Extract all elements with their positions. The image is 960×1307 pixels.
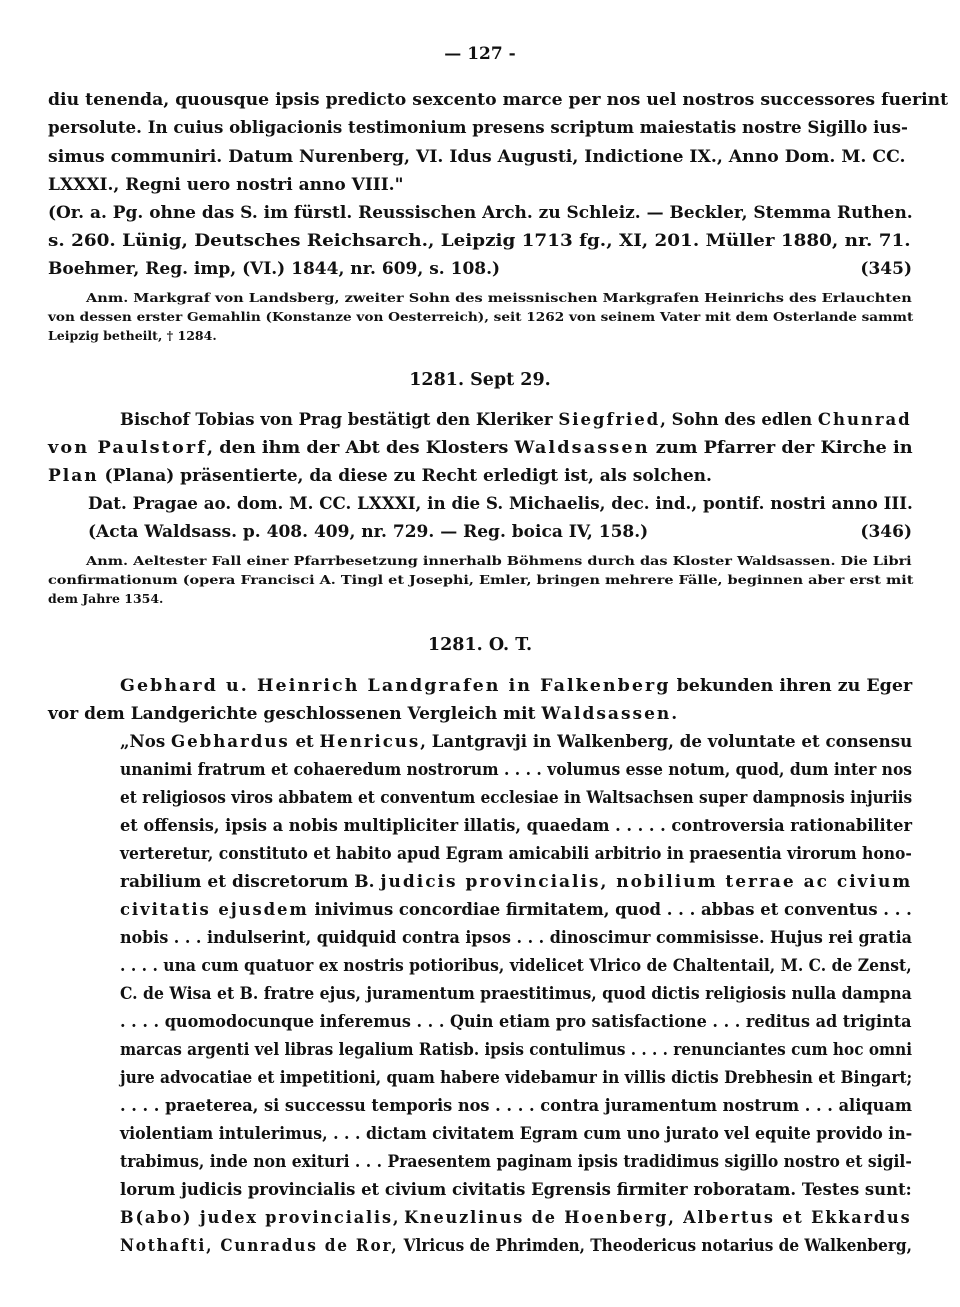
doc347-text-line-3: et religiosos viros abbatem et conventum ecclesiae in Waltsachsen super dampnosis injuriis (120, 788, 913, 808)
doc345-note-line-2: von dessen erster Gemahlin (Konstanze von Oesterreich), seit 1262 von seinem Vater mit dem Osterlande sammt (48, 309, 914, 324)
doc347-text-line-18: B(abo) judex provincialis, Kneuzlinus de Hoenberg, Albertus et Ekkardus (120, 1208, 912, 1228)
doc346-number: (346) (860, 522, 912, 542)
doc345-line-2: persolute. In cuius obligacionis testimonium presens scriptum maiestatis nostre Sigillo ius- (48, 118, 908, 138)
doc345-source-line-3: Boehmer, Reg. imp, (VI.) 1844, nr. 609, s. 108.) (48, 259, 501, 279)
doc345-note-line-3: Leipzig betheilt, † 1284. (48, 328, 217, 343)
place-name-waldsassen: Waldsassen (514, 438, 650, 458)
doc346-regest-line-3: Plan (Plana) präsentierte, da diese zu Recht erledigt ist, als solchen. (48, 466, 712, 486)
place-name-plan: Plan (48, 466, 99, 486)
doc347-text-line-19: Nothafti, Cunradus de Ror, Vlricus de Phrimden, Theodericus notarius de Walkenberg, (120, 1236, 912, 1256)
person-name-gebhardus: Gebhardus (170, 732, 290, 752)
doc347-text-line-17: lorum judicis provincialis et civium civitatis Egrensis firmiter roboratam. Testes sunt: (120, 1180, 912, 1200)
doc347-text-line-13: jure advocatiae et impetitioni, quam habere videbamur in villis dictis Drebhesin et Bingart; (120, 1068, 913, 1088)
person-name-chunrad: Chunrad (817, 410, 912, 430)
doc345-number: (345) (860, 259, 912, 279)
person-names-landgraves: Gebhard u. Heinrich Landgrafen in Falkenberg (120, 676, 671, 696)
page-number: — 127 - (444, 44, 516, 64)
doc345-line-3: simus communiri. Datum Nurenberg, VI. Idus Augusti, Indictione IX., Anno Dom. M. CC. (48, 147, 906, 167)
doc345-note-line-1: Anm. Markgraf von Landsberg, zweiter Sohn des meissnischen Markgrafen Heinrichs des Erlauchten (86, 290, 912, 305)
doc346-source-line: (Acta Waldsass. p. 408. 409, nr. 729. — Reg. boica IV, 158.) (88, 522, 649, 542)
doc347-text-line-6: rabilium et discretorum B. judicis provincialis, nobilium terrae ac civium (120, 872, 913, 892)
doc347-text-line-1: „Nos Gebhardus et Henricus, Lantgravji in Walkenberg, de voluntate et consensu (120, 732, 913, 752)
doc347-text-line-2: unanimi fratrum et cohaeredum nostrorum . . . . volumus esse notum, quod, dum inter nos (120, 760, 913, 780)
doc346-regest-line-1: Bischof Tobias von Prag bestätigt den Kleriker Siegfried, Sohn des edlen Chunrad (120, 410, 912, 430)
spaced-phrase: civitatis ejusdem (120, 900, 309, 920)
doc347-text-line-15: violentiam intulerimus, . . . dictam civitatem Egram cum uno jurato vel equite provido in- (120, 1124, 913, 1144)
doc346-dating-line: Dat. Pragae ao. dom. M. CC. LXXXI, in die S. Michaelis, dec. ind., pontif. nostri anno III. (88, 494, 913, 514)
doc347-date-heading: 1281. O. T. (427, 635, 533, 655)
doc347-text-line-5: verteretur, constituto et habito apud Egram amicabili arbitrio in praesentia virorum hono- (120, 844, 912, 864)
doc347-text-line-14: . . . . praeterea, si successu temporis nos . . . . contra juramentum nostrum . . . aliquam (120, 1096, 913, 1116)
doc347-text-line-11: . . . . quomodocunque inferemus . . . Quin etiam pro satisfactione . . . reditus ad triginta (120, 1012, 912, 1032)
doc347-text-line-4: et offensis, ipsis a nobis multipliciter illatis, quaedam . . . . . controversia rationabiliter (120, 816, 912, 836)
doc345-line-4: LXXXI., Regni uero nostri anno VIII." (48, 175, 404, 195)
spaced-phrase: Nothafti, Cunradus de Ror, (120, 1236, 399, 1256)
doc347-text-line-8: nobis . . . indulserint, quidquid contra ipsos . . . dinoscimur commisisse. Hujus rei gratia (120, 928, 912, 948)
doc346-note-line-1: Anm. Aeltester Fall einer Pfarrbesetzung innerhalb Böhmens durch das Kloster Waldsassen. Die Libri (86, 553, 912, 568)
doc347-regest-line-1: Gebhard u. Heinrich Landgrafen in Falkenberg bekunden ihren zu Eger (120, 676, 913, 696)
doc347-text-line-7: civitatis ejusdem inivimus concordiae firmitatem, quod . . . abbas et conventus . . . (120, 900, 912, 920)
doc346-regest-line-2: von Paulstorf, den ihm der Abt des Klosters Waldsassen zum Pfarrer der Kirche in (48, 438, 913, 458)
place-name-paulstorf: von Paulstorf (48, 438, 207, 458)
spaced-phrase: judicis provincialis, nobilium terrae ac civium (380, 872, 913, 892)
doc347-text-line-12: marcas argenti vel libras legalium Ratisb. ipsis contulimus . . . . renunciantes cum hoc omni (120, 1040, 913, 1060)
doc347-text-line-16: trabimus, inde non exituri . . . Praesentem paginam ipsis tradidimus sigillo nostro et sigil- (120, 1152, 912, 1172)
spaced-phrase: Kneuzlinus de Hoenberg, Albertus et Ekkardus (404, 1208, 912, 1228)
doc345-line-1: diu tenenda, quousque ipsis predicto sexcento marce per nos uel nostros successores fuerint (48, 90, 949, 110)
doc347-text-line-9: . . . . una cum quatuor ex nostris potioribus, videlicet Vlrico de Chaltentail, M. C. de Zenst, (120, 956, 912, 976)
person-name-henricus: Henricus (319, 732, 421, 752)
place-name-waldsassen: Waldsassen (541, 704, 672, 724)
doc347-text-line-10: C. de Wisa et B. fratre ejus, juramentum praestitimus, quod dictis religiosis nulla dampna (120, 984, 912, 1004)
doc346-note-line-3: dem Jahre 1354. (48, 591, 164, 606)
spaced-phrase: B(abo) judex provincialis (120, 1208, 393, 1228)
doc345-source-line-1: (Or. a. Pg. ohne das S. im fürstl. Reussischen Arch. zu Schleiz. — Beckler, Stemma Ruthen. (48, 203, 913, 223)
doc345-source-line-2: s. 260. Lünig, Deutsches Reichsarch., Leipzig 1713 fg., XI, 201. Müller 1880, nr. 71. (48, 231, 911, 251)
person-name-siegfried: Siegfried (558, 410, 661, 430)
doc346-date-heading: 1281. Sept 29. (409, 370, 551, 390)
doc347-regest-line-2: vor dem Landgerichte geschlossenen Vergleich mit Waldsassen. (48, 704, 678, 724)
doc346-note-line-2: confirmationum (opera Francisci A. Tingl et Josephi, Emler, bringen mehrere Fälle, beginnen aber erst mit (48, 572, 914, 587)
